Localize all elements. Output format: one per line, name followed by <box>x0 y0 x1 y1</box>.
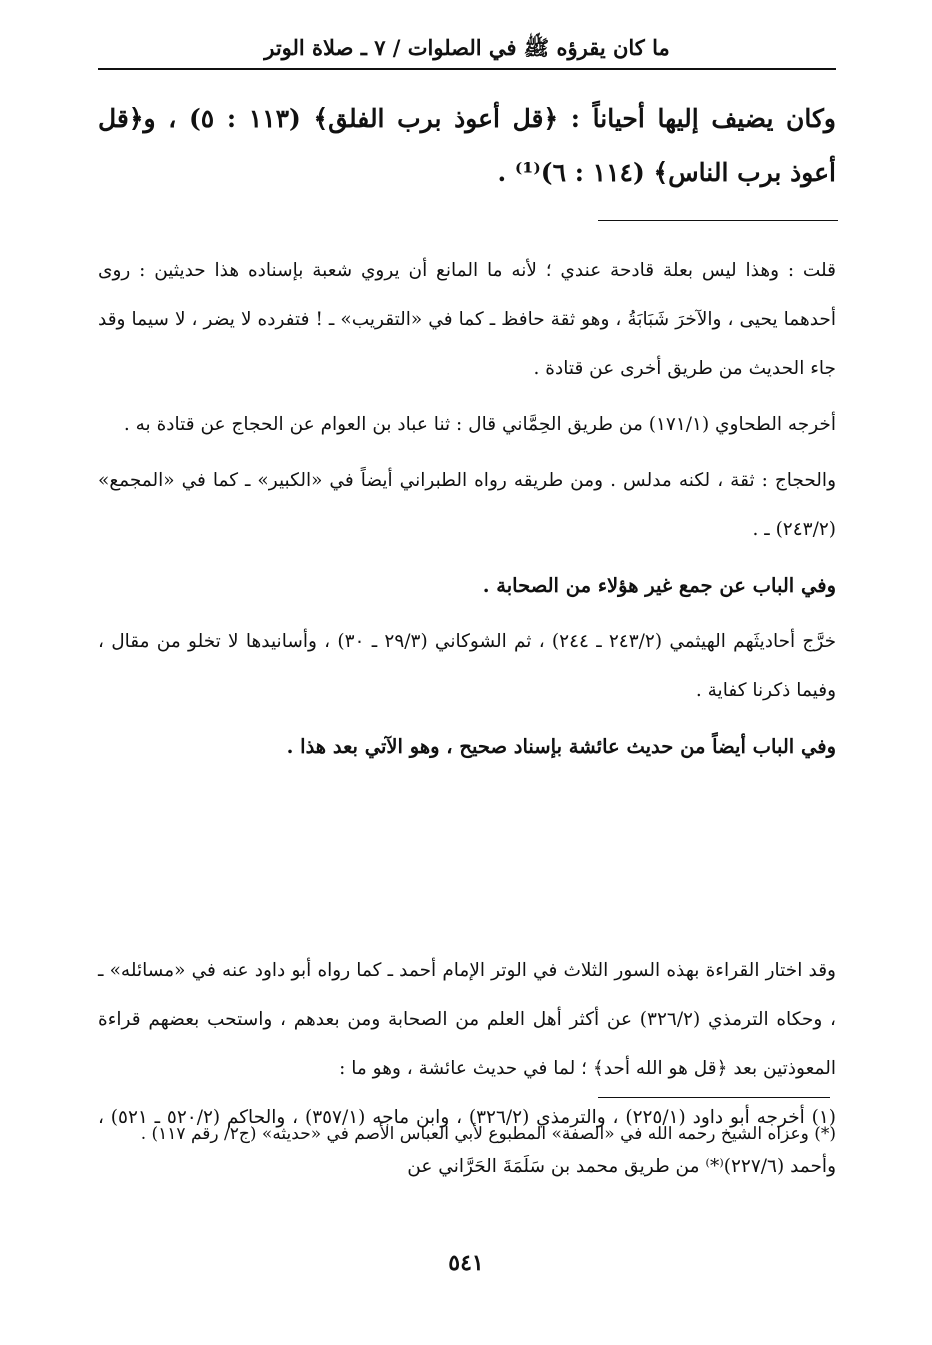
footnote-body <box>98 246 836 778</box>
running-header: ما كان يقرؤه ﷺ في الصلوات / ٧ ـ صلاة الوتر <box>98 28 836 70</box>
body-paragraph: وفي الباب أيضاً من حديث عائشة بإسناد صحيح ، وهو الآتي بعد هذا . <box>286 735 836 758</box>
editor-note-text: (*) وعزاه الشيخ رحمه الله في «الصفة» المطبوع لأبي العباس الأصم في «حديثه» (ج٢/ رقم ١١٧) . <box>140 1124 836 1144</box>
main-text <box>98 92 836 200</box>
body-paragraph: والحجاج : ثقة ، لكنه مدلس . ومن طريقه رواه الطبراني أيضاً في «الكبير» ـ كما في «المجمع» (٢٤٣/٢) ـ . <box>98 470 836 540</box>
footnote-separator <box>598 220 838 221</box>
main-paragraph: وكان يضيف إليها أحياناً : ﴿قل أعوذ برب الفلق﴾ (١١٣ : ٥) ، و﴿قل أعوذ برب الناس﴾ (١١٤ : ٦)⁽¹⁾ . <box>98 104 836 187</box>
footnote-1: (١) أخرجه أبو داود (٢٢٥/١) ، والترمذي (٣٢٦/٢) ، وابن ماجه (٣٥٧/١) ، والحاكم (٥٢٠/٢ ـ ٥٢١) ، وأحمد (٢٢٧/٦)⁽*⁾ من طريق محمد بن سَلَمَةَ الحَرَّاني عن <box>98 1107 836 1177</box>
editor-note-separator <box>598 1097 830 1098</box>
body-paragraph: أخرجه الطحاوي (١٧١/١) من طريق الحِمَّاني قال : ثنا عباد بن العوام عن الحجاج عن قتادة به . <box>123 414 836 435</box>
body-paragraph: قلت : وهذا ليس بعلة قادحة عندي ؛ لأنه ما المانع أن يروي شعبة بإسناده هذا حديثين : روى أحدهما يحيى ، والآخرَ شَبَابَةُ ، وهو ثقة حافظ ـ كما في «التقريب» ـ ! فتفرده لا يضر ، لا سيما وقد جاء الحديث من طريق أخرى عن قتادة . <box>98 260 836 379</box>
page-number: ٥٤١ <box>448 1250 484 1276</box>
body-paragraph: وفي الباب عن جمع غير هؤلاء من الصحابة . <box>482 574 836 597</box>
body-paragraph: خرَّج أحاديثَهم الهيثمي (٢٤٣/٢ ـ ٢٤٤) ، ثم الشوكاني (٢٩/٣ ـ ٣٠) ، وأسانيدها لا تخلو من مقال ، وفيما ذكرنا كفاية . <box>98 631 837 701</box>
editor-note <box>98 1112 836 1156</box>
body-paragraph: وقد اختار القراءة بهذه السور الثلاث في الوتر الإمام أحمد ـ كما رواه أبو داود عنه في «مسائله» ـ ، وحكاه الترمذي (٣٢٦/٢) عن أكثر أهل العلم من الصحابة ومن بعدهم ، واستحب بعضهم قراءة المعوذتين بعد ﴿قل هو الله أحد﴾ ؛ لما في حديث عائشة ، وهو ما : <box>98 960 836 1079</box>
